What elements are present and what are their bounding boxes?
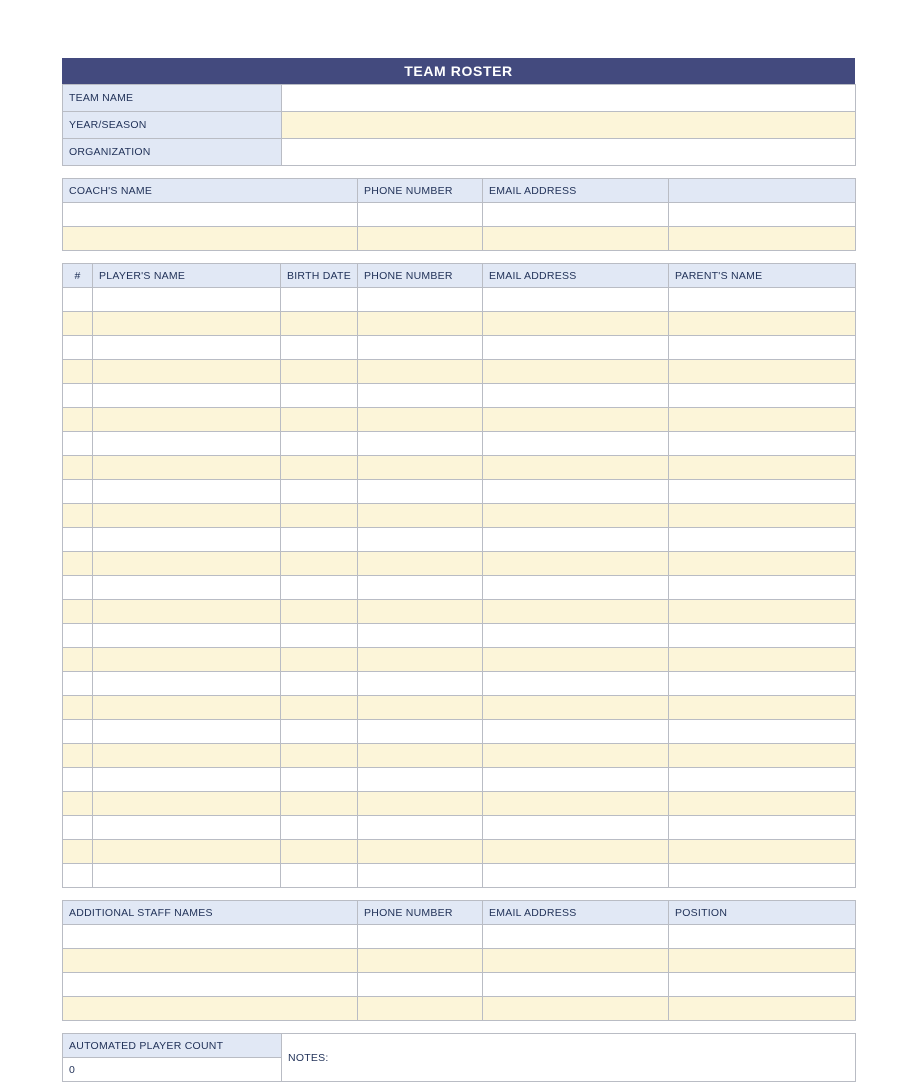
player-row: [63, 408, 856, 432]
player-cell-12-0[interactable]: [63, 576, 93, 600]
player-cell-3-4[interactable]: [483, 360, 669, 384]
player-cell-6-4[interactable]: [483, 432, 669, 456]
player-cell-13-3[interactable]: [358, 600, 483, 624]
coach-cell-0-1[interactable]: [358, 203, 483, 227]
player-cell-1-0[interactable]: [63, 312, 93, 336]
player-cell-20-0[interactable]: [63, 768, 93, 792]
player-row: [63, 336, 856, 360]
player-row: [63, 480, 856, 504]
player-cell-6-2[interactable]: [281, 432, 358, 456]
player-row: [63, 744, 856, 768]
player-cell-16-4[interactable]: [483, 672, 669, 696]
player-cell-9-3[interactable]: [358, 504, 483, 528]
player-row: [63, 552, 856, 576]
player-cell-5-4[interactable]: [483, 408, 669, 432]
player-cell-16-5[interactable]: [669, 672, 856, 696]
player-cell-16-3[interactable]: [358, 672, 483, 696]
player-cell-21-4[interactable]: [483, 792, 669, 816]
player-cell-22-2[interactable]: [281, 816, 358, 840]
staff-header-2: EMAIL ADDRESS: [483, 901, 669, 925]
player-header-row: [63, 264, 856, 288]
player-cell-15-1[interactable]: [93, 648, 281, 672]
roster-sheet: [62, 58, 855, 1082]
player-cell-16-2[interactable]: [281, 672, 358, 696]
player-cell-2-4[interactable]: [483, 336, 669, 360]
player-cell-4-0[interactable]: [63, 384, 93, 408]
player-cell-21-3[interactable]: [358, 792, 483, 816]
player-cell-8-2[interactable]: [281, 480, 358, 504]
team-info-input-0[interactable]: [282, 85, 856, 112]
player-cell-7-4[interactable]: [483, 456, 669, 480]
staff-cell-2-1[interactable]: [358, 973, 483, 997]
player-cell-20-4[interactable]: [483, 768, 669, 792]
page-title: TEAM ROSTER: [62, 58, 855, 84]
player-row: [63, 528, 856, 552]
player-row: [63, 768, 856, 792]
player-cell-4-5[interactable]: [669, 384, 856, 408]
player-cell-13-1[interactable]: [93, 600, 281, 624]
player-cell-11-0[interactable]: [63, 552, 93, 576]
section-gap-3: [62, 888, 855, 900]
staff-cell-3-0[interactable]: [63, 997, 358, 1021]
staff-cell-1-1[interactable]: [358, 949, 483, 973]
player-cell-10-3[interactable]: [358, 528, 483, 552]
player-cell-0-5[interactable]: [669, 288, 856, 312]
player-cell-1-3[interactable]: [358, 312, 483, 336]
player-count-label: AUTOMATED PLAYER COUNT: [63, 1034, 282, 1058]
player-cell-11-5[interactable]: [669, 552, 856, 576]
staff-cell-2-0[interactable]: [63, 973, 358, 997]
team-info-table: [62, 84, 856, 166]
player-header-4: EMAIL ADDRESS: [483, 264, 669, 288]
player-cell-9-1[interactable]: [93, 504, 281, 528]
team-info-row: [63, 139, 856, 166]
player-cell-9-4[interactable]: [483, 504, 669, 528]
player-row: [63, 600, 856, 624]
staff-header-1: PHONE NUMBER: [358, 901, 483, 925]
player-cell-5-3[interactable]: [358, 408, 483, 432]
player-row: [63, 288, 856, 312]
player-cell-1-2[interactable]: [281, 312, 358, 336]
player-cell-8-5[interactable]: [669, 480, 856, 504]
player-cell-0-3[interactable]: [358, 288, 483, 312]
player-cell-2-5[interactable]: [669, 336, 856, 360]
player-cell-11-1[interactable]: [93, 552, 281, 576]
coach-header-row: [63, 179, 856, 203]
player-cell-8-3[interactable]: [358, 480, 483, 504]
player-cell-22-3[interactable]: [358, 816, 483, 840]
player-cell-0-4[interactable]: [483, 288, 669, 312]
player-cell-10-4[interactable]: [483, 528, 669, 552]
player-cell-18-5[interactable]: [669, 720, 856, 744]
player-cell-13-4[interactable]: [483, 600, 669, 624]
player-cell-22-1[interactable]: [93, 816, 281, 840]
player-cell-6-1[interactable]: [93, 432, 281, 456]
player-cell-9-5[interactable]: [669, 504, 856, 528]
player-cell-7-2[interactable]: [281, 456, 358, 480]
player-cell-10-5[interactable]: [669, 528, 856, 552]
player-cell-15-3[interactable]: [358, 648, 483, 672]
player-cell-2-3[interactable]: [358, 336, 483, 360]
staff-header-row: [63, 901, 856, 925]
player-cell-0-2[interactable]: [281, 288, 358, 312]
player-cell-17-3[interactable]: [358, 696, 483, 720]
player-count-value: 0: [63, 1058, 282, 1082]
player-cell-3-5[interactable]: [669, 360, 856, 384]
player-header-0: #: [63, 264, 93, 288]
player-cell-19-2[interactable]: [281, 744, 358, 768]
player-cell-15-2[interactable]: [281, 648, 358, 672]
player-row: [63, 840, 856, 864]
player-cell-11-2[interactable]: [281, 552, 358, 576]
staff-cell-1-2[interactable]: [483, 949, 669, 973]
player-cell-1-4[interactable]: [483, 312, 669, 336]
team-info-label-1: YEAR/SEASON: [63, 112, 282, 139]
coach-cell-1-0[interactable]: [63, 227, 358, 251]
staff-cell-3-1[interactable]: [358, 997, 483, 1021]
player-cell-3-3[interactable]: [358, 360, 483, 384]
coach-cell-1-3[interactable]: [669, 227, 856, 251]
section-gap-4: [62, 1021, 855, 1033]
player-cell-6-3[interactable]: [358, 432, 483, 456]
player-cell-1-1[interactable]: [93, 312, 281, 336]
player-cell-23-5[interactable]: [669, 840, 856, 864]
player-cell-3-2[interactable]: [281, 360, 358, 384]
player-row: [63, 696, 856, 720]
staff-row: [63, 925, 856, 949]
player-cell-14-2[interactable]: [281, 624, 358, 648]
player-cell-12-4[interactable]: [483, 576, 669, 600]
player-cell-21-1[interactable]: [93, 792, 281, 816]
player-cell-2-1[interactable]: [93, 336, 281, 360]
staff-row: [63, 949, 856, 973]
team-info-row: [63, 112, 856, 139]
player-cell-14-0[interactable]: [63, 624, 93, 648]
player-header-5: PARENT'S NAME: [669, 264, 856, 288]
player-cell-18-3[interactable]: [358, 720, 483, 744]
coach-header-2: EMAIL ADDRESS: [483, 179, 669, 203]
player-cell-11-3[interactable]: [358, 552, 483, 576]
staff-cell-0-1[interactable]: [358, 925, 483, 949]
player-row: [63, 816, 856, 840]
player-cell-24-1[interactable]: [93, 864, 281, 888]
coach-header-3: [669, 179, 856, 203]
team-info-row: [63, 85, 856, 112]
player-cell-18-4[interactable]: [483, 720, 669, 744]
coach-cell-1-2[interactable]: [483, 227, 669, 251]
player-cell-24-2[interactable]: [281, 864, 358, 888]
player-cell-7-1[interactable]: [93, 456, 281, 480]
team-info-input-2[interactable]: [282, 139, 856, 166]
player-cell-4-4[interactable]: [483, 384, 669, 408]
player-row: [63, 624, 856, 648]
player-cell-12-5[interactable]: [669, 576, 856, 600]
staff-cell-2-2[interactable]: [483, 973, 669, 997]
player-row: [63, 384, 856, 408]
player-row: [63, 432, 856, 456]
player-cell-13-0[interactable]: [63, 600, 93, 624]
section-gap-1: [62, 166, 855, 178]
player-cell-8-1[interactable]: [93, 480, 281, 504]
player-cell-8-0[interactable]: [63, 480, 93, 504]
player-cell-20-5[interactable]: [669, 768, 856, 792]
player-cell-7-3[interactable]: [358, 456, 483, 480]
player-cell-23-4[interactable]: [483, 840, 669, 864]
player-cell-17-5[interactable]: [669, 696, 856, 720]
staff-cell-2-3[interactable]: [669, 973, 856, 997]
player-cell-10-1[interactable]: [93, 528, 281, 552]
team-info-label-0: TEAM NAME: [63, 85, 282, 112]
staff-row: [63, 997, 856, 1021]
coach-row: [63, 227, 856, 251]
staff-cell-1-0[interactable]: [63, 949, 358, 973]
player-cell-23-3[interactable]: [358, 840, 483, 864]
coach-cell-0-0[interactable]: [63, 203, 358, 227]
coach-cell-1-1[interactable]: [358, 227, 483, 251]
staff-cell-1-3[interactable]: [669, 949, 856, 973]
player-cell-22-0[interactable]: [63, 816, 93, 840]
player-row: [63, 504, 856, 528]
footer-table: [62, 1033, 856, 1082]
player-cell-16-0[interactable]: [63, 672, 93, 696]
player-cell-2-0[interactable]: [63, 336, 93, 360]
player-cell-12-3[interactable]: [358, 576, 483, 600]
player-cell-9-2[interactable]: [281, 504, 358, 528]
player-cell-21-5[interactable]: [669, 792, 856, 816]
player-cell-15-4[interactable]: [483, 648, 669, 672]
player-row: [63, 672, 856, 696]
player-row: [63, 792, 856, 816]
player-cell-6-5[interactable]: [669, 432, 856, 456]
player-cell-14-1[interactable]: [93, 624, 281, 648]
player-cell-10-0[interactable]: [63, 528, 93, 552]
player-cell-5-0[interactable]: [63, 408, 93, 432]
player-cell-14-5[interactable]: [669, 624, 856, 648]
staff-header-0: ADDITIONAL STAFF NAMES: [63, 901, 358, 925]
staff-header-3: POSITION: [669, 901, 856, 925]
player-cell-20-1[interactable]: [93, 768, 281, 792]
player-cell-4-1[interactable]: [93, 384, 281, 408]
player-cell-20-3[interactable]: [358, 768, 483, 792]
player-cell-24-5[interactable]: [669, 864, 856, 888]
player-cell-6-0[interactable]: [63, 432, 93, 456]
player-header-2: BIRTH DATE: [281, 264, 358, 288]
player-cell-18-1[interactable]: [93, 720, 281, 744]
player-cell-12-2[interactable]: [281, 576, 358, 600]
player-cell-0-1[interactable]: [93, 288, 281, 312]
staff-cell-0-3[interactable]: [669, 925, 856, 949]
player-cell-19-5[interactable]: [669, 744, 856, 768]
player-cell-24-3[interactable]: [358, 864, 483, 888]
player-cell-14-4[interactable]: [483, 624, 669, 648]
player-cell-19-1[interactable]: [93, 744, 281, 768]
player-row: [63, 720, 856, 744]
player-cell-20-2[interactable]: [281, 768, 358, 792]
player-cell-24-4[interactable]: [483, 864, 669, 888]
player-cell-3-1[interactable]: [93, 360, 281, 384]
player-cell-23-0[interactable]: [63, 840, 93, 864]
player-cell-17-4[interactable]: [483, 696, 669, 720]
staff-cell-3-3[interactable]: [669, 997, 856, 1021]
player-cell-15-5[interactable]: [669, 648, 856, 672]
player-row: [63, 576, 856, 600]
player-cell-17-0[interactable]: [63, 696, 93, 720]
player-cell-21-2[interactable]: [281, 792, 358, 816]
staff-table: [62, 900, 856, 1021]
player-cell-0-0[interactable]: [63, 288, 93, 312]
team-info-input-1[interactable]: [282, 112, 856, 139]
player-row: [63, 360, 856, 384]
player-cell-11-4[interactable]: [483, 552, 669, 576]
player-cell-4-3[interactable]: [358, 384, 483, 408]
player-cell-18-2[interactable]: [281, 720, 358, 744]
section-gap-2: [62, 251, 855, 263]
staff-row: [63, 973, 856, 997]
player-cell-19-4[interactable]: [483, 744, 669, 768]
player-cell-3-0[interactable]: [63, 360, 93, 384]
coach-header-1: PHONE NUMBER: [358, 179, 483, 203]
player-cell-22-5[interactable]: [669, 816, 856, 840]
player-header-3: PHONE NUMBER: [358, 264, 483, 288]
player-cell-7-5[interactable]: [669, 456, 856, 480]
player-cell-7-0[interactable]: [63, 456, 93, 480]
player-cell-17-1[interactable]: [93, 696, 281, 720]
player-cell-18-0[interactable]: [63, 720, 93, 744]
player-cell-23-2[interactable]: [281, 840, 358, 864]
player-cell-13-5[interactable]: [669, 600, 856, 624]
player-cell-13-2[interactable]: [281, 600, 358, 624]
player-cell-2-2[interactable]: [281, 336, 358, 360]
coach-table: [62, 178, 856, 251]
player-roster-table: [62, 263, 856, 888]
player-cell-24-0[interactable]: [63, 864, 93, 888]
player-cell-12-1[interactable]: [93, 576, 281, 600]
notes-field[interactable]: NOTES:: [282, 1034, 856, 1082]
coach-cell-0-3[interactable]: [669, 203, 856, 227]
coach-row: [63, 203, 856, 227]
player-row: [63, 456, 856, 480]
team-info-label-2: ORGANIZATION: [63, 139, 282, 166]
player-cell-5-1[interactable]: [93, 408, 281, 432]
coach-cell-0-2[interactable]: [483, 203, 669, 227]
player-row: [63, 864, 856, 888]
player-cell-23-1[interactable]: [93, 840, 281, 864]
player-cell-9-0[interactable]: [63, 504, 93, 528]
player-cell-5-5[interactable]: [669, 408, 856, 432]
player-cell-4-2[interactable]: [281, 384, 358, 408]
player-row: [63, 312, 856, 336]
player-cell-1-5[interactable]: [669, 312, 856, 336]
player-cell-14-3[interactable]: [358, 624, 483, 648]
player-cell-19-3[interactable]: [358, 744, 483, 768]
staff-cell-0-0[interactable]: [63, 925, 358, 949]
player-cell-5-2[interactable]: [281, 408, 358, 432]
player-cell-19-0[interactable]: [63, 744, 93, 768]
player-cell-10-2[interactable]: [281, 528, 358, 552]
player-row: [63, 648, 856, 672]
staff-cell-3-2[interactable]: [483, 997, 669, 1021]
player-cell-16-1[interactable]: [93, 672, 281, 696]
player-cell-22-4[interactable]: [483, 816, 669, 840]
player-cell-8-4[interactable]: [483, 480, 669, 504]
coach-header-0: COACH'S NAME: [63, 179, 358, 203]
player-cell-17-2[interactable]: [281, 696, 358, 720]
player-cell-15-0[interactable]: [63, 648, 93, 672]
staff-cell-0-2[interactable]: [483, 925, 669, 949]
player-cell-21-0[interactable]: [63, 792, 93, 816]
player-header-1: PLAYER'S NAME: [93, 264, 281, 288]
